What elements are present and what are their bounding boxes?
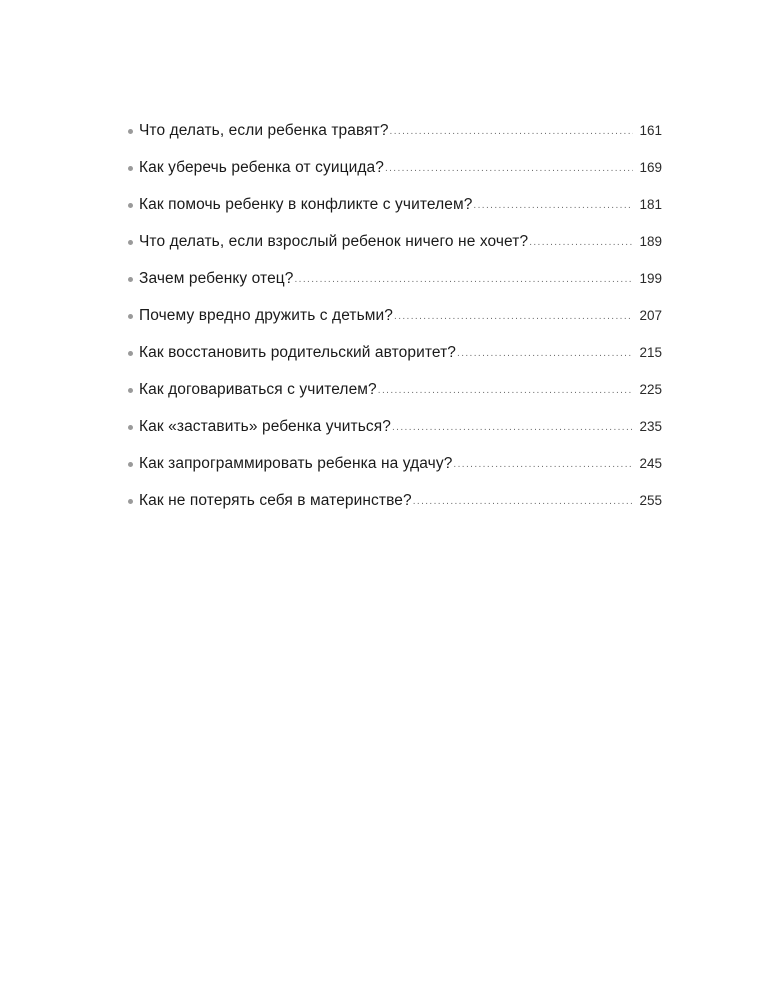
toc-entry-title: Что делать, если взрослый ребенок ничего не хочет? [139,233,529,250]
bullet-dot-icon [128,425,139,430]
dot-leader [394,303,633,331]
toc-entry[interactable] [128,154,662,191]
toc-entry-page: 235 [639,419,662,434]
bullet-dot-icon [128,203,139,208]
bullet-dot-icon [128,314,139,319]
bullet-dot-icon [128,462,139,467]
dot-leader [457,340,633,368]
dot-leader [295,266,634,294]
toc-entry-page: 215 [639,345,662,360]
bullet-dot-icon [128,166,139,171]
toc-entry-page: 161 [639,123,662,138]
toc-entry-title: Как помочь ребенку в конфликте с учителем? [139,196,473,213]
dot-leader [378,377,633,405]
toc-entry[interactable] [128,228,662,265]
toc-entry-page: 255 [639,493,662,508]
dot-leader [392,414,633,442]
toc-entry-title: Что делать, если ребенка травят? [139,122,389,139]
toc-entry-page: 169 [639,160,662,175]
toc-entry[interactable] [128,450,662,487]
toc-entry-page: 199 [639,271,662,286]
toc-entry-page: 207 [639,308,662,323]
toc-entry-title: Как запрограммировать ребенка на удачу? [139,455,453,472]
bullet-dot-icon [128,240,139,245]
toc-entry[interactable] [128,376,662,413]
toc-entry[interactable] [128,413,662,450]
toc-entry[interactable] [128,191,662,228]
table-of-contents [128,117,662,524]
bullet-dot-icon [128,351,139,356]
toc-entry[interactable] [128,265,662,302]
toc-entry[interactable] [128,339,662,376]
toc-entry-title: Зачем ребенку отец? [139,270,294,287]
toc-entry-page: 245 [639,456,662,471]
dot-leader [413,488,633,516]
bullet-dot-icon [128,129,139,134]
toc-entry[interactable] [128,117,662,154]
toc-entry-title: Почему вредно дружить с детьми? [139,307,394,324]
bullet-dot-icon [128,499,139,504]
dot-leader [473,192,633,220]
toc-entry[interactable] [128,487,662,524]
toc-entry-title: Как восстановить родительский авторитет? [139,344,457,361]
toc-entry-page: 189 [639,234,662,249]
toc-entry-title: Как «заставить» ребенка учиться? [139,418,391,435]
dot-leader [385,155,633,183]
toc-entry[interactable] [128,302,662,339]
bullet-dot-icon [128,388,139,393]
toc-entry-title: Как не потерять себя в материнстве? [139,492,412,509]
dot-leader [529,229,633,257]
toc-entry-page: 181 [639,197,662,212]
dot-leader [453,451,633,479]
bullet-dot-icon [128,277,139,282]
toc-entry-page: 225 [639,382,662,397]
dot-leader [390,118,633,146]
toc-entry-title: Как договариваться с учителем? [139,381,377,398]
toc-entry-title: Как уберечь ребенка от суицида? [139,159,384,176]
